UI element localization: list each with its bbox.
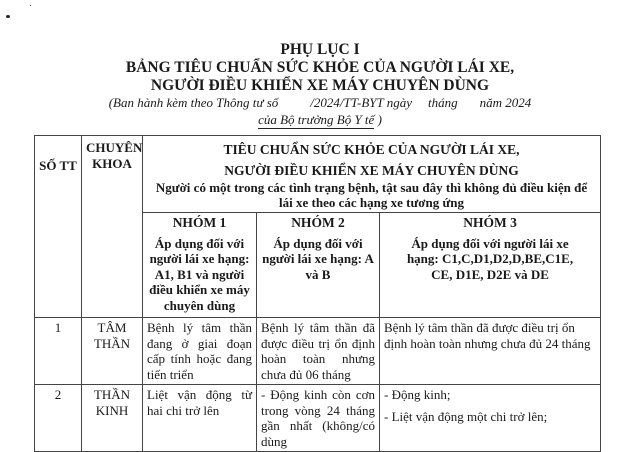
- criteria-title-1: TIÊU CHUẨN SỨC KHỎE CỦA NGƯỜI LÁI XE,: [223, 142, 520, 157]
- table-row: [35, 318, 601, 385]
- health-standards-table: [34, 135, 601, 452]
- group-2-applies: Áp dụng đối với người lái xe hạng: A và B: [262, 235, 374, 282]
- header-criteria: [143, 136, 601, 213]
- group-1-applies: Áp dụng đối với người lái xe hạng: A1, B1 và người điều khiển xe máy chuyên dùng: [149, 235, 250, 313]
- issued-part-1: (Ban hành kèm theo Thông tư số: [108, 95, 279, 110]
- scan-speck: [6, 15, 10, 18]
- issued-part-2: /2024/TT-BYT ngày: [310, 95, 413, 110]
- row-group-1: Liệt vận động từ hai chi trở lên: [143, 385, 257, 452]
- group-2-name: NHÓM 2: [291, 215, 345, 230]
- issued-line: [0, 96, 640, 109]
- header-row: [35, 136, 601, 213]
- header-stt: SỐ TT: [35, 136, 82, 318]
- issuer-line: [0, 113, 640, 126]
- row-specialty: TÂM THẦN: [82, 318, 143, 385]
- scan-speck: [30, 5, 31, 6]
- row-group-2: Bệnh lý tâm thần đã được điều trị ổn định hoàn toàn nhưng chưa đủ 06 tháng: [257, 318, 380, 385]
- group-3-name: NHÓM 3: [463, 215, 517, 230]
- title-line-2: NGƯỜI ĐIỀU KHIỂN XE MÁY CHUYÊN DÙNG: [150, 77, 490, 94]
- criteria-title-2: NGƯỜI ĐIỀU KHIỂN XE MÁY CHUYÊN DÙNG: [224, 163, 519, 178]
- row-group-1: Bệnh lý tâm thần đang ở giai đoạn cấp tính hoặc đang tiến triển: [143, 318, 257, 385]
- appendix-title: PHỤ LỤC I: [280, 41, 360, 58]
- title-line-1: BẢNG TIÊU CHUẨN SỨC KHỎE CỦA NGƯỜI LÁI XE,: [125, 59, 515, 76]
- row-group-3-item: - Liệt vận động một chi trở lên;: [384, 408, 548, 424]
- criteria-note: Người có một trong các tình trạng bệnh, tật sau đây thì không đủ điều kiện để lái xe theo các hạng xe tương ứng: [155, 180, 588, 210]
- group-3-applies: Áp dụng đối với người lái xe hạng: C1,C,D1,D2,D,BE,C1E, CE, D1E, D2E và DE: [406, 235, 574, 282]
- row-stt: 1: [35, 318, 82, 385]
- row-group-3-item: - Động kinh;: [384, 387, 451, 402]
- issuer: của Bộ trưởng Bộ Y tế: [258, 112, 375, 127]
- issued-part-3: tháng: [428, 95, 458, 110]
- row-stt: 2: [35, 385, 82, 452]
- row-group-3: Bệnh lý tâm thần đã được điều trị ổn định hoàn toàn nhưng chưa đủ 24 tháng: [380, 318, 601, 385]
- group-2-header: [257, 213, 380, 318]
- row-group-3: [380, 385, 601, 452]
- group-1-header: [143, 213, 257, 318]
- group-3-header: [380, 213, 601, 318]
- header-specialty: CHUYÊN KHOA: [82, 136, 143, 318]
- group-1-name: NHÓM 1: [172, 215, 227, 230]
- issued-part-4: năm 2024: [479, 95, 532, 110]
- issuer-close: ): [374, 112, 382, 127]
- row-group-2: - Động kinh còn cơn trong vòng 24 tháng gần nhất (không/có dùng: [257, 385, 380, 452]
- row-specialty: THẦN KINH: [82, 385, 143, 452]
- table-row: [35, 385, 601, 452]
